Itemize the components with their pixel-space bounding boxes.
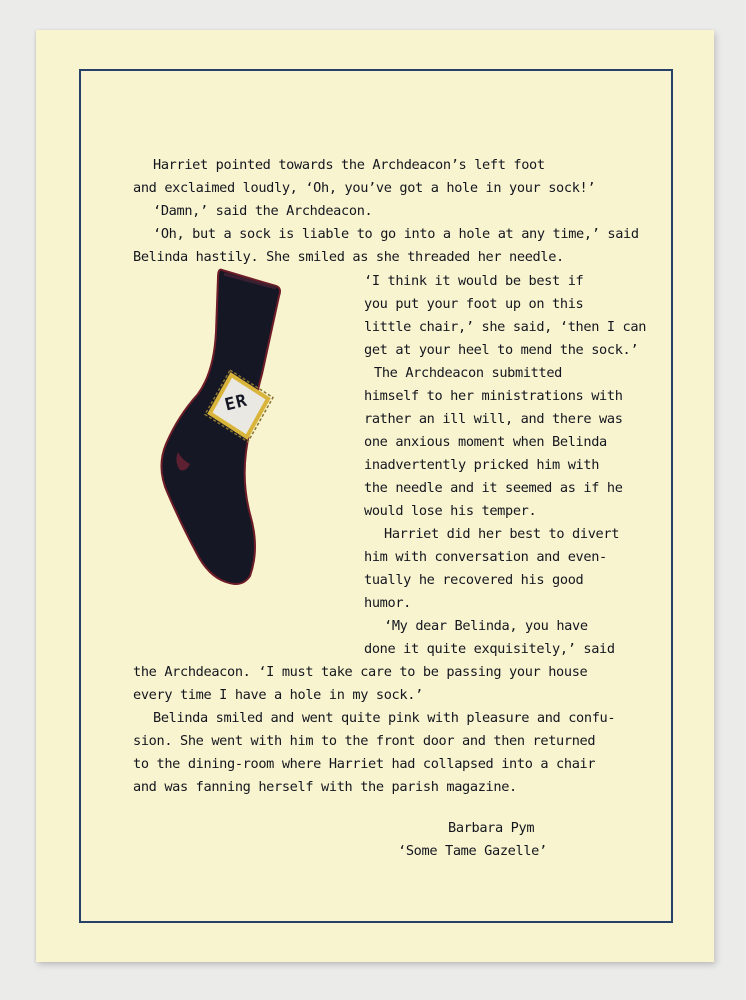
text-line: The Archdeacon submitted xyxy=(374,365,563,381)
text-line: Belinda smiled and went quite pink with pleasure and confu- xyxy=(153,710,616,726)
author-name: Barbara Pym xyxy=(448,820,535,836)
text-line: the Archdeacon. ‘I must take care to be passing your house xyxy=(133,664,588,680)
text-line: done it quite exquisitely,’ said xyxy=(364,641,615,657)
text-line: Harriet pointed towards the Archdeacon’s left foot xyxy=(153,157,545,173)
source-title: ‘Some Tame Gazelle’ xyxy=(398,843,547,859)
text-line: ‘I think it would be best if xyxy=(364,273,584,289)
text-line: sion. She went with him to the front door and then returned xyxy=(133,733,596,749)
text-line: Harriet did her best to divert xyxy=(384,526,620,542)
text-line: inadvertently pricked him with xyxy=(364,457,600,473)
text-line: ‘Oh, but a sock is liable to go into a hole at any time,’ said xyxy=(153,226,639,242)
text-line: little chair,’ she said, ‘then I can xyxy=(364,319,647,335)
text-line: would lose his temper. xyxy=(364,503,537,519)
text-line: rather an ill will, and there was xyxy=(364,411,623,427)
text-line: get at your heel to mend the sock.’ xyxy=(364,342,639,358)
text-line: you put your foot up on this xyxy=(364,296,584,312)
text-line: one anxious moment when Belinda xyxy=(364,434,607,450)
text-line: ‘My dear Belinda, you have xyxy=(384,618,588,634)
text-line: himself to her ministrations with xyxy=(364,388,623,404)
sock-monogram: ER xyxy=(222,390,250,416)
text-line: every time I have a hole in my sock.’ xyxy=(133,687,423,703)
text-line: humor. xyxy=(364,595,412,611)
text-line: ‘Damn,’ said the Archdeacon. xyxy=(153,203,373,219)
text-line: tually he recovered his good xyxy=(364,572,584,588)
text-line: him with conversation and even- xyxy=(364,549,607,565)
text-line: and exclaimed loudly, ‘Oh, you’ve got a hole in your sock!’ xyxy=(133,180,596,196)
text-line: the needle and it seemed as if he xyxy=(364,480,623,496)
text-line: Belinda hastily. She smiled as she threaded her needle. xyxy=(133,249,564,265)
text-line: and was fanning herself with the parish magazine. xyxy=(133,779,517,795)
text-line: to the dining-room where Harriet had collapsed into a chair xyxy=(133,756,596,772)
sock-icon xyxy=(138,262,286,588)
